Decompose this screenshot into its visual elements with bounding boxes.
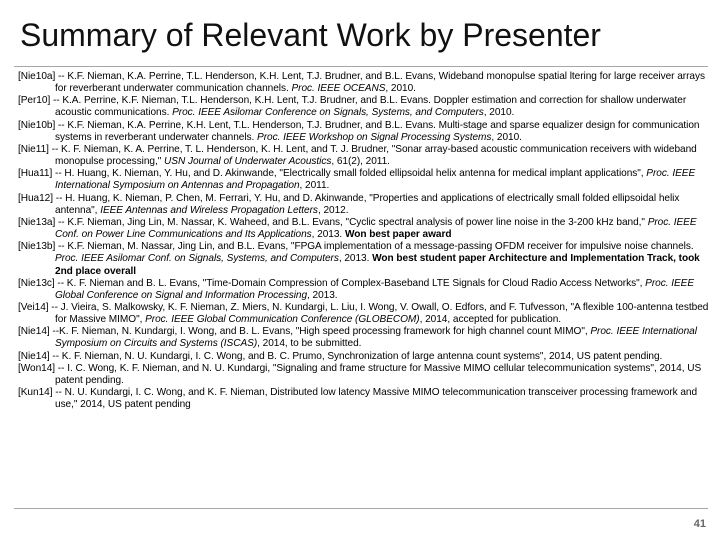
reference-year: , 2013. <box>311 229 345 241</box>
reference-award: Won best student paper Architecture and Implementation Track, took 2nd place overall <box>55 253 700 277</box>
reference-item <box>18 387 710 411</box>
reference-year: , 2010. <box>483 107 515 119</box>
reference-year: , 2013. <box>307 289 338 301</box>
reference-item <box>18 241 710 277</box>
reference-citation: [Nie14] -- K. F. Nieman, N. U. Kundargi, I. C. Wong, and B. C. Prumo, Synchronization of large antenna count systems", 2014, US patent pending. <box>18 350 663 362</box>
reference-award: Won best paper award <box>344 229 452 241</box>
reference-item <box>18 71 710 95</box>
reference-item <box>18 326 710 350</box>
reference-item <box>18 351 710 363</box>
reference-venue: Proc. IEEE Asilomar Conference on Signals, Systems, and Computers <box>172 107 484 119</box>
reference-venue: Proc. IEEE Global Communication Conference (GLOBECOM) <box>145 314 420 326</box>
reference-year: , 2010. <box>385 83 416 95</box>
reference-citation: [Nie11] -- K. F. Nieman, K. A. Perrine, T. L. Henderson, K. H. Lent, and T. J. Brudner, "Sonar array-based acoustic communication receivers with wideband monopulse processing," <box>18 143 697 168</box>
reference-item <box>18 302 710 326</box>
reference-item <box>18 363 710 387</box>
reference-venue: Proc. IEEE Global Conference on Signal and Information Processing <box>55 277 695 301</box>
reference-item <box>18 278 710 302</box>
reference-citation: [Vei14] -- J. Vieira, S. Malkowsky, K. F. Nieman, Z. Miers, N. Kundargi, L. Liu, I. Wong, V. Owall, O. Edfors, and F. Tufvesson, "A flexible 100-antenna testbed for Massive MIMO", <box>18 301 709 326</box>
reference-year: , 2014, to be submitted. <box>257 338 362 350</box>
reference-venue: Proc. IEEE Asilomar Conf. on Signals, Systems, and Computers <box>55 253 339 265</box>
reference-citation: [Nie13a] -- K.F. Nieman, Jing Lin, M. Nassar, K. Waheed, and B.L. Evans, "Cyclic spectral analysis of power line noise in the 3-200 kHz band," <box>18 216 648 228</box>
reference-citation: [Kun14] -- N. U. Kundargi, I. C. Wong, and K. F. Nieman, Distributed low latency Massive MIMO telecommunication transceiver processing framework and use," 2014, US patent pending <box>18 387 698 411</box>
page-number: 41 <box>693 518 706 530</box>
reference-venue: Proc. IEEE Conf. on Power Line Communications and Its Applications <box>55 216 697 241</box>
reference-year: , 2013. <box>338 253 373 265</box>
reference-item <box>18 120 710 144</box>
reference-venue: USN Journal of Underwater Acoustics <box>164 156 332 168</box>
reference-citation: [Nie10b] -- K.F. Nieman, K.A. Perrine, K.H. Lent, T.L. Henderson, T.J. Brudner, and B.L. Evans. Multi-stage and sparse equalizer design for communication systems in reverberant underwater channels. <box>18 119 700 143</box>
reference-citation: [Hua11] -- H. Huang, K. Nieman, Y. Hu, and D. Akinwande, "Electrically small folded ellipsoidal helix antenna for medical implant applications", <box>18 168 647 180</box>
reference-item <box>18 144 710 168</box>
reference-citation: [Nie13c] -- K. F. Nieman and B. L. Evans, "Time-Domain Compression of Complex-Baseband LTE Signals for Cloud Radio Access Networks", <box>18 277 646 289</box>
reference-year: , 2010. <box>491 131 522 143</box>
reference-year: , 2014, accepted for publication. <box>419 314 562 326</box>
reference-citation: [Per10] -- K.A. Perrine, K.F. Nieman, T.L. Henderson, K.H. Lent, T.J. Brudner, and B.L. Evans. Doppler estimation and correction for shallow underwater acoustic communications. <box>18 95 687 119</box>
reference-citation: [Nie14] --K. F. Nieman, N. Kundargi, I. Wong, and B. L. Evans, "High speed processing framework for high channel count MIMO", <box>18 326 591 338</box>
reference-item <box>18 168 710 192</box>
reference-citation: [Won14] -- I. C. Wong, K. F. Nieman, and N. U. Kundargi, "Signaling and frame structure for Massive MIMO cellular telecommunication systems", 2014, US patent pending. <box>18 362 702 386</box>
title-divider <box>14 66 708 67</box>
reference-year: , 2012. <box>317 204 349 216</box>
reference-venue: IEEE Antennas and Wireless Propagation Letters <box>100 204 318 216</box>
reference-citation: [Nie10a] -- K.F. Nieman, K.A. Perrine, T.L. Henderson, K.H. Lent, T.J. Brudner, and B.L. Evans, Wideband monopulse spatial ltering for large receiver arrays for reverberant underwater communication channels. <box>18 71 705 95</box>
reference-venue: Proc. IEEE Workshop on Signal Processing Systems <box>257 131 492 143</box>
reference-item <box>18 217 710 241</box>
reference-venue: Proc. IEEE International Symposium on Antennas and Propagation <box>55 168 696 192</box>
reference-venue: Proc. IEEE International Symposium on Circuits and Systems (ISCAS) <box>55 326 697 350</box>
reference-venue: Proc. IEEE OCEANS <box>291 83 386 95</box>
reference-citation: [Nie13b] -- K.F. Nieman, M. Nassar, Jing Lin, and B.L. Evans, "FPGA implementation of a message-passing OFDM receiver for impulsive noise channels. <box>18 241 694 253</box>
reference-year: , 61(2), 2011. <box>331 156 390 168</box>
reference-year: , 2011. <box>299 180 330 192</box>
reference-list <box>18 71 710 411</box>
reference-item <box>18 95 710 119</box>
reference-item <box>18 193 710 217</box>
reference-citation: [Hua12] -- H. Huang, K. Nieman, P. Chen, M. Ferrari, Y. Hu, and D. Akinwande, "Properties and applications of electrically small folded ellipsoidal helix antenna", <box>18 192 680 216</box>
footer-divider <box>14 508 708 509</box>
slide-title: Summary of Relevant Work by Presenter <box>20 17 601 53</box>
